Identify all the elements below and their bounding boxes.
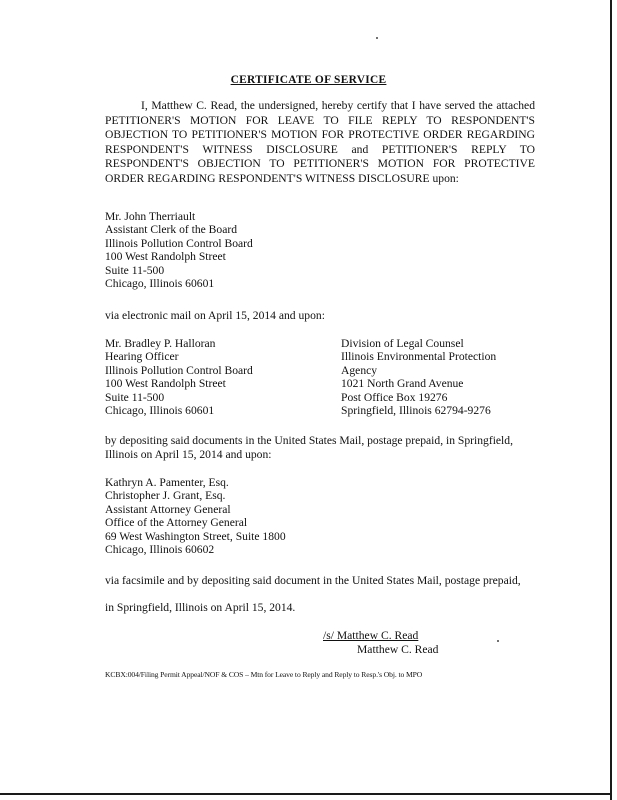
- address-line: 100 West Randolph Street: [105, 250, 226, 264]
- scan-edge-bottom: [0, 793, 612, 795]
- address-line: Hearing Officer: [105, 350, 179, 364]
- address-line: Illinois Pollution Control Board: [105, 363, 253, 377]
- electronic-signature: /s/ Matthew C. Read: [323, 629, 419, 642]
- address-line: 100 West Randolph Street: [105, 377, 226, 391]
- method-line: by depositing said documents in the United States Mail, postage prepaid, in Springfield,: [105, 434, 513, 447]
- address-line: Office of the Attorney General: [105, 516, 248, 530]
- recipient-attorney-general-address: [105, 476, 286, 556]
- address-line: Suite 11-500: [105, 390, 165, 404]
- address-line: Assistant Attorney General: [105, 502, 231, 516]
- address-line: Christopher J. Grant, Esq.: [105, 489, 226, 503]
- address-line: Illinois Pollution Control Board: [105, 236, 253, 250]
- scan-edge-right: [610, 0, 612, 800]
- scan-speck: [376, 37, 378, 39]
- service-method-mail: [105, 434, 513, 462]
- document-title: CERTIFICATE OF SERVICE: [230, 74, 387, 86]
- service-method-email: via electronic mail on April 15, 2014 and upon:: [105, 309, 325, 322]
- address-line: Chicago, Illinois 60602: [105, 543, 215, 557]
- service-date-line: in Springfield, Illinois on April 15, 2014.: [105, 601, 296, 614]
- address-line: Post Office Box 19276: [341, 390, 448, 404]
- address-line: 1021 North Grand Avenue: [341, 377, 464, 391]
- address-line: Illinois Environmental Protection: [341, 350, 497, 364]
- address-line: 69 West Washington Street, Suite 1800: [105, 529, 286, 543]
- service-method-facsimile: via facsimile and by depositing said document in the United States Mail, postage prepaid,: [105, 574, 521, 587]
- recipient-clerk-address: [105, 210, 253, 290]
- address-line: Suite 11-500: [105, 263, 165, 277]
- address-line: Mr. Bradley P. Halloran: [105, 337, 216, 350]
- address-line: Mr. John Therriault: [105, 210, 196, 223]
- certification-text: I, Matthew C. Read, the undersigned, hereby certify that I have served the attached PETITIONER'S MOTION FOR LEAVE TO FILE REPLY TO RESPONDENT'S OBJECTION TO PETITIONER'S MOTION FOR PROTECTIVE ORDER REGARDING RESPONDENT'S WITNESS DISCLOSURE and PETITIONER'S REPLY TO RESPONDENT'S OBJECTION TO PETITIONER'S MOTION FOR PROTECTIVE ORDER REGARDING RESPONDENT'S WITNESS DISCLOSURE upon:: [105, 99, 535, 185]
- file-reference-footer: KCBX:004/Filing Permit Appeal/NOF & COS – Mtn for Leave to Reply and Reply to Resp.'s Obj. to MPO: [105, 670, 423, 679]
- address-line: Assistant Clerk of the Board: [105, 223, 238, 237]
- address-line: Chicago, Illinois 60601: [105, 277, 215, 291]
- signer-name: Matthew C. Read: [357, 643, 439, 656]
- recipient-hearing-officer-address: [105, 337, 253, 417]
- recipient-legal-counsel-address: [341, 337, 496, 417]
- address-line: Division of Legal Counsel: [341, 337, 464, 350]
- certification-paragraph: [105, 99, 535, 187]
- address-line: Kathryn A. Pamenter, Esq.: [105, 476, 229, 489]
- scan-speck: [497, 640, 499, 642]
- address-line: Springfield, Illinois 62794-9276: [341, 404, 491, 418]
- method-line: Illinois on April 15, 2014 and upon:: [105, 448, 272, 462]
- address-line: Agency: [341, 363, 378, 377]
- address-line: Chicago, Illinois 60601: [105, 404, 215, 418]
